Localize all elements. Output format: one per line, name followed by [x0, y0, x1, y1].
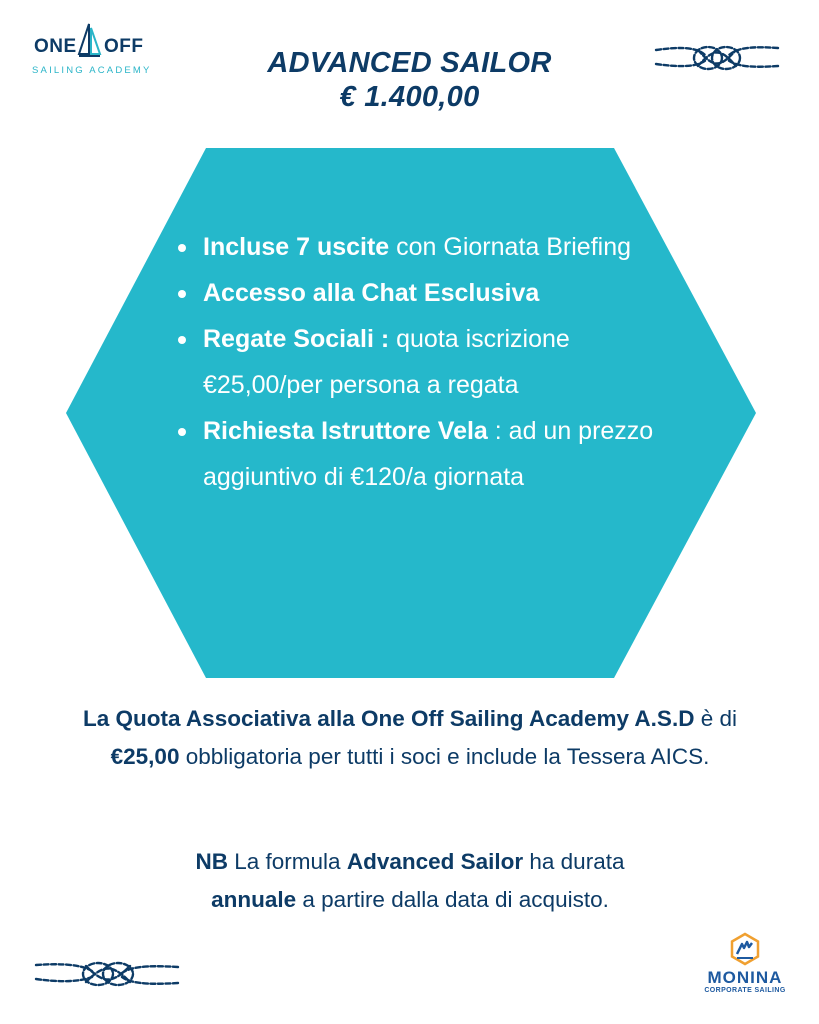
feature-bold: Incluse 7 uscite: [203, 233, 390, 261]
features-list: [174, 224, 664, 500]
note-text: ha durata: [523, 849, 625, 874]
logo-subtitle: SAILING ACADEMY: [32, 65, 152, 76]
feature-item: [174, 270, 664, 316]
logo-word-off: OFF: [104, 36, 144, 57]
plan-name: ADVANCED SAILOR: [267, 47, 552, 79]
feature-bold: Accesso alla Chat Esclusiva: [203, 279, 540, 307]
membership-text: obbligatoria per tutti i soci e include la Tessera AICS.: [179, 744, 710, 769]
feature-text: quota iscrizione €25,00/per persona a regata: [203, 325, 570, 399]
feature-text: : ad un prezzo aggiuntivo di €120/a giornata: [203, 417, 654, 491]
note-nb: NB: [195, 849, 229, 874]
rope-knot-icon: [34, 955, 180, 993]
feature-text: con Giornata Briefing: [389, 233, 631, 261]
membership-amount: €25,00: [110, 744, 180, 769]
feature-bold: Regate Sociali :: [203, 325, 390, 353]
feature-item: [174, 316, 664, 408]
note-text: La formula: [228, 849, 347, 874]
note-text: a partire dalla data di acquisto.: [296, 887, 609, 912]
sponsor-tagline: CORPORATE SAILING: [704, 987, 786, 994]
note-duration: annuale: [211, 887, 297, 912]
feature-item: [174, 224, 664, 270]
duration-note: [70, 843, 750, 919]
logo-word-one: ONE: [34, 36, 77, 57]
membership-text: è di: [694, 706, 737, 731]
monina-logo-icon: [728, 932, 762, 966]
sponsor-name: MONINA: [707, 968, 783, 987]
rope-knot-icon: [654, 38, 780, 78]
monina-logo: [700, 932, 790, 1002]
feature-item: [174, 408, 664, 500]
membership-lead: La Quota Associativa alla One Off Sailing Academy A.S.D: [83, 706, 695, 731]
note-plan-name: Advanced Sailor: [346, 849, 524, 874]
plan-price: € 1.400,00: [339, 81, 480, 113]
membership-info: [70, 700, 750, 776]
feature-bold: Richiesta Istruttore Vela: [203, 417, 488, 445]
